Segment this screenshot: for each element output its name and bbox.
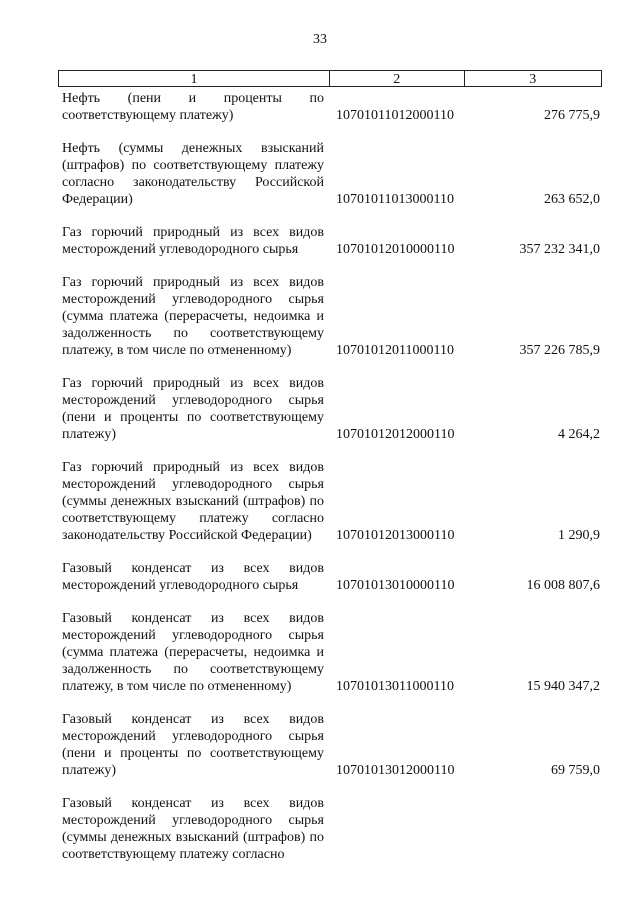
row-code: 10701013011000110 [336,679,454,694]
row-amount: 16 008 807,6 [526,578,600,593]
row-amount: 15 940 347,2 [526,679,600,694]
table-row [58,224,602,258]
table-row [58,90,602,124]
header-col-3: 3 [529,72,537,87]
row-amount: 4 264,2 [558,427,600,442]
table-row [58,274,602,359]
row-name: Газ горючий природный из всех видов месторождений углеводородного сырья (сумма платежа (перерасчеты, недоимка и задолженность по соответствующему платежу, в том числе по отмененному) [62,275,324,358]
page-number: 33 [313,32,327,47]
row-name: Газ горючий природный из всех видов месторождений углеводородного сырья (пени и проценты по соответствующему платежу) [62,376,324,442]
row-name: Нефть (пени и проценты по соответствующему платежу) [62,91,324,123]
row-amount: 276 775,9 [544,108,600,123]
row-amount: 357 226 785,9 [519,343,600,358]
table-body [58,90,602,879]
row-amount: 357 232 341,0 [519,242,600,257]
row-code: 10701012013000110 [336,528,455,543]
table-row [58,795,602,863]
header-col-1: 1 [59,71,330,86]
table-row [58,610,602,695]
row-code: 10701013010000110 [336,578,455,593]
row-code: 10701011013000110 [336,192,454,207]
table-header [58,70,602,87]
row-code: 10701012011000110 [336,343,454,358]
row-name: Газовый конденсат из всех видов месторождений углеводородного сырья (суммы денежных взысканий (штрафов) по соответствующему платежу согласно [62,796,324,862]
row-name: Газовый конденсат из всех видов месторождений углеводородного сырья (сумма платежа (перерасчеты, недоимка и задолженность по соответствующему платежу, в том числе по отмененному) [62,611,324,694]
row-code: 10701012012000110 [336,427,455,442]
row-amount: 263 652,0 [544,192,600,207]
row-amount: 69 759,0 [551,763,600,778]
table-row [58,560,602,594]
row-code: 10701011012000110 [336,108,454,123]
row-name: Газ горючий природный из всех видов месторождений углеводородного сырья (суммы денежных взысканий (штрафов) по соответствующему платежу согласно законодательству Российской Федерации) [62,460,324,543]
table-row [58,711,602,779]
row-name: Газ горючий природный из всех видов месторождений углеводородного сырья [62,225,324,257]
row-code: 10701013012000110 [336,763,455,778]
row-name: Нефть (суммы денежных взысканий (штрафов) по соответствующему платежу согласно законодательству Российской Федерации) [62,141,324,207]
row-name: Газовый конденсат из всех видов месторождений углеводородного сырья [62,561,324,593]
table-row [58,140,602,208]
row-name: Газовый конденсат из всех видов месторождений углеводородного сырья (пени и проценты по соответствующему платежу) [62,712,324,778]
row-amount: 1 290,9 [558,528,600,543]
table-row [58,459,602,544]
header-col-2: 2 [330,71,465,86]
row-code: 10701012010000110 [336,242,455,257]
table-row [58,375,602,443]
